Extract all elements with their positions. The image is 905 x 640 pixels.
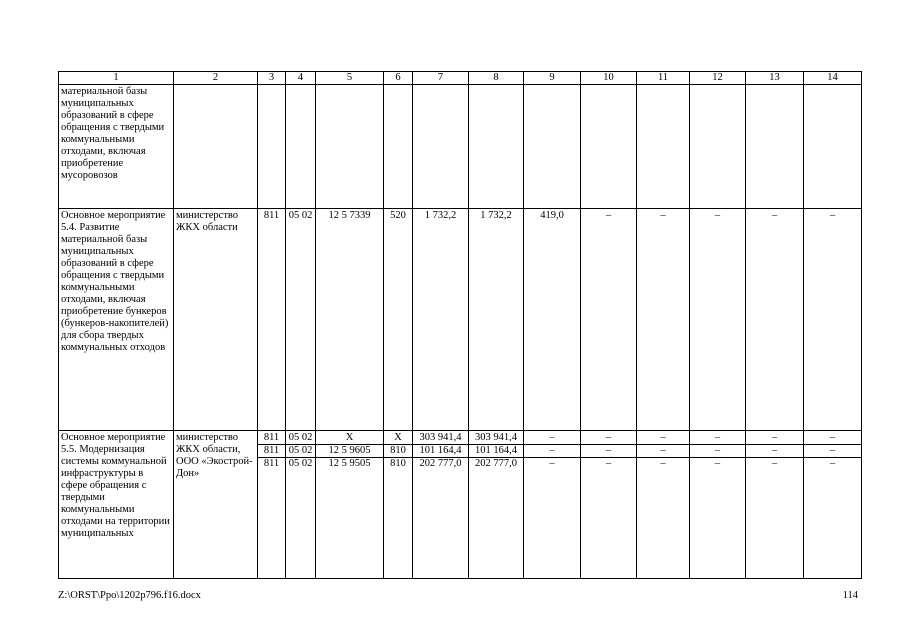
- target-article: 12 5 7339: [316, 209, 384, 431]
- header-cell: 8: [469, 72, 524, 85]
- sub-value: Х: [316, 432, 383, 445]
- sub-value: 12 5 9505: [328, 458, 371, 469]
- sub-value: 811: [263, 458, 280, 469]
- header-cell: 4: [286, 72, 316, 85]
- expense-type: 520: [384, 209, 413, 431]
- sub-value: –: [746, 445, 803, 458]
- sub-value: –: [581, 445, 636, 458]
- section-code-cell: [286, 431, 316, 579]
- executor-cell: министерство ЖКХ области: [174, 209, 258, 431]
- value-col-10-cell: [581, 431, 637, 579]
- executor-cell: министерство ЖКХ области, ООО «Экострой-Дон»: [174, 431, 258, 579]
- sub-value: 202 777,0: [419, 458, 462, 469]
- gr-code: 811: [258, 209, 286, 431]
- header-cell: 7: [413, 72, 469, 85]
- sub-value: –: [829, 458, 836, 469]
- sub-value: –: [524, 432, 580, 445]
- measure-description: материальной базы муниципальных образований в сфере обращения с твердыми коммунальными отходами, включая приобретение мусоровозов: [59, 85, 174, 209]
- header-cell: 13: [746, 72, 804, 85]
- sub-value: –: [549, 458, 555, 469]
- value-col-10: –: [581, 209, 637, 431]
- value-col-12-cell: [690, 431, 746, 579]
- table-row: [59, 85, 862, 209]
- sub-value: –: [690, 432, 745, 445]
- measure-description: Основное мероприятие 5.5. Модернизация системы коммунальной инфраструктуры в сфере обращения с твердыми коммунальными отходами на территории муниципальных: [59, 431, 174, 579]
- header-cell: 11: [637, 72, 690, 85]
- target-article-cell: [316, 431, 384, 579]
- value-col-11-cell: [637, 431, 690, 579]
- value-col-13: –: [746, 209, 804, 431]
- sub-value: 810: [390, 458, 406, 469]
- header-cell: 14: [804, 72, 862, 85]
- budget-table: [58, 71, 862, 579]
- sub-value: –: [714, 458, 721, 469]
- value-col-12: –: [690, 209, 746, 431]
- sub-value: –: [581, 432, 636, 445]
- header-cell: 1: [59, 72, 174, 85]
- sub-value: –: [605, 458, 612, 469]
- sub-value: Х: [384, 432, 412, 445]
- value-col-8: 1 732,2: [469, 209, 524, 431]
- header-cell: 10: [581, 72, 637, 85]
- gr-code-cell: [258, 431, 286, 579]
- sub-value: 05 02: [286, 432, 315, 445]
- measure-description: Основное мероприятие 5.4. Развитие материальной базы муниципальных образований в сфере обращения с твердыми коммунальными отходами, включая приобретение бункеров (бункеров-накопителей) для сбора твердых коммунальных отходов: [59, 209, 174, 431]
- value-col-8-cell: [469, 431, 524, 579]
- value-col-9: 419,0: [524, 209, 581, 431]
- sub-value: 12 5 9605: [316, 445, 383, 458]
- sub-value: 811: [258, 432, 285, 445]
- value-col-14: –: [804, 209, 862, 431]
- sub-value: 303 941,4: [413, 432, 468, 445]
- footer-file-path: Z:\ORST\Ppo\1202p796.f16.docx: [58, 590, 201, 601]
- header-cell: 6: [384, 72, 413, 85]
- header-cell: 5: [316, 72, 384, 85]
- sub-value: 101 164,4: [469, 445, 523, 458]
- table-row: [59, 209, 862, 431]
- sub-value: –: [746, 432, 803, 445]
- header-row: [59, 72, 862, 85]
- header-cell: 12: [690, 72, 746, 85]
- total-value-cell: [413, 431, 469, 579]
- value-col-9-cell: [524, 431, 581, 579]
- total-value: 1 732,2: [413, 209, 469, 431]
- sub-value: –: [690, 445, 745, 458]
- footer-page-number: 114: [842, 590, 858, 601]
- sub-value: 05 02: [288, 458, 313, 469]
- sub-value: 810: [384, 445, 412, 458]
- value-col-14-cell: [804, 431, 862, 579]
- sub-value: 303 941,4: [469, 432, 523, 445]
- sub-value: –: [804, 432, 861, 445]
- table-row: [59, 431, 862, 579]
- sub-value: –: [804, 445, 861, 458]
- sub-value: 101 164,4: [413, 445, 468, 458]
- section-code: 05 02: [286, 209, 316, 431]
- sub-value: –: [637, 445, 689, 458]
- sub-value: –: [771, 458, 778, 469]
- sub-value: –: [637, 432, 689, 445]
- sub-value: –: [524, 445, 580, 458]
- sub-value: 811: [258, 445, 285, 458]
- value-col-11: –: [637, 209, 690, 431]
- header-cell: 3: [258, 72, 286, 85]
- expense-type-cell: [384, 431, 413, 579]
- value-col-13-cell: [746, 431, 804, 579]
- header-cell: 9: [524, 72, 581, 85]
- sub-value: 202 777,0: [475, 458, 517, 469]
- header-cell: 2: [174, 72, 258, 85]
- sub-value: 05 02: [286, 445, 315, 458]
- sub-value: –: [660, 458, 666, 469]
- executor-cell: [174, 85, 258, 209]
